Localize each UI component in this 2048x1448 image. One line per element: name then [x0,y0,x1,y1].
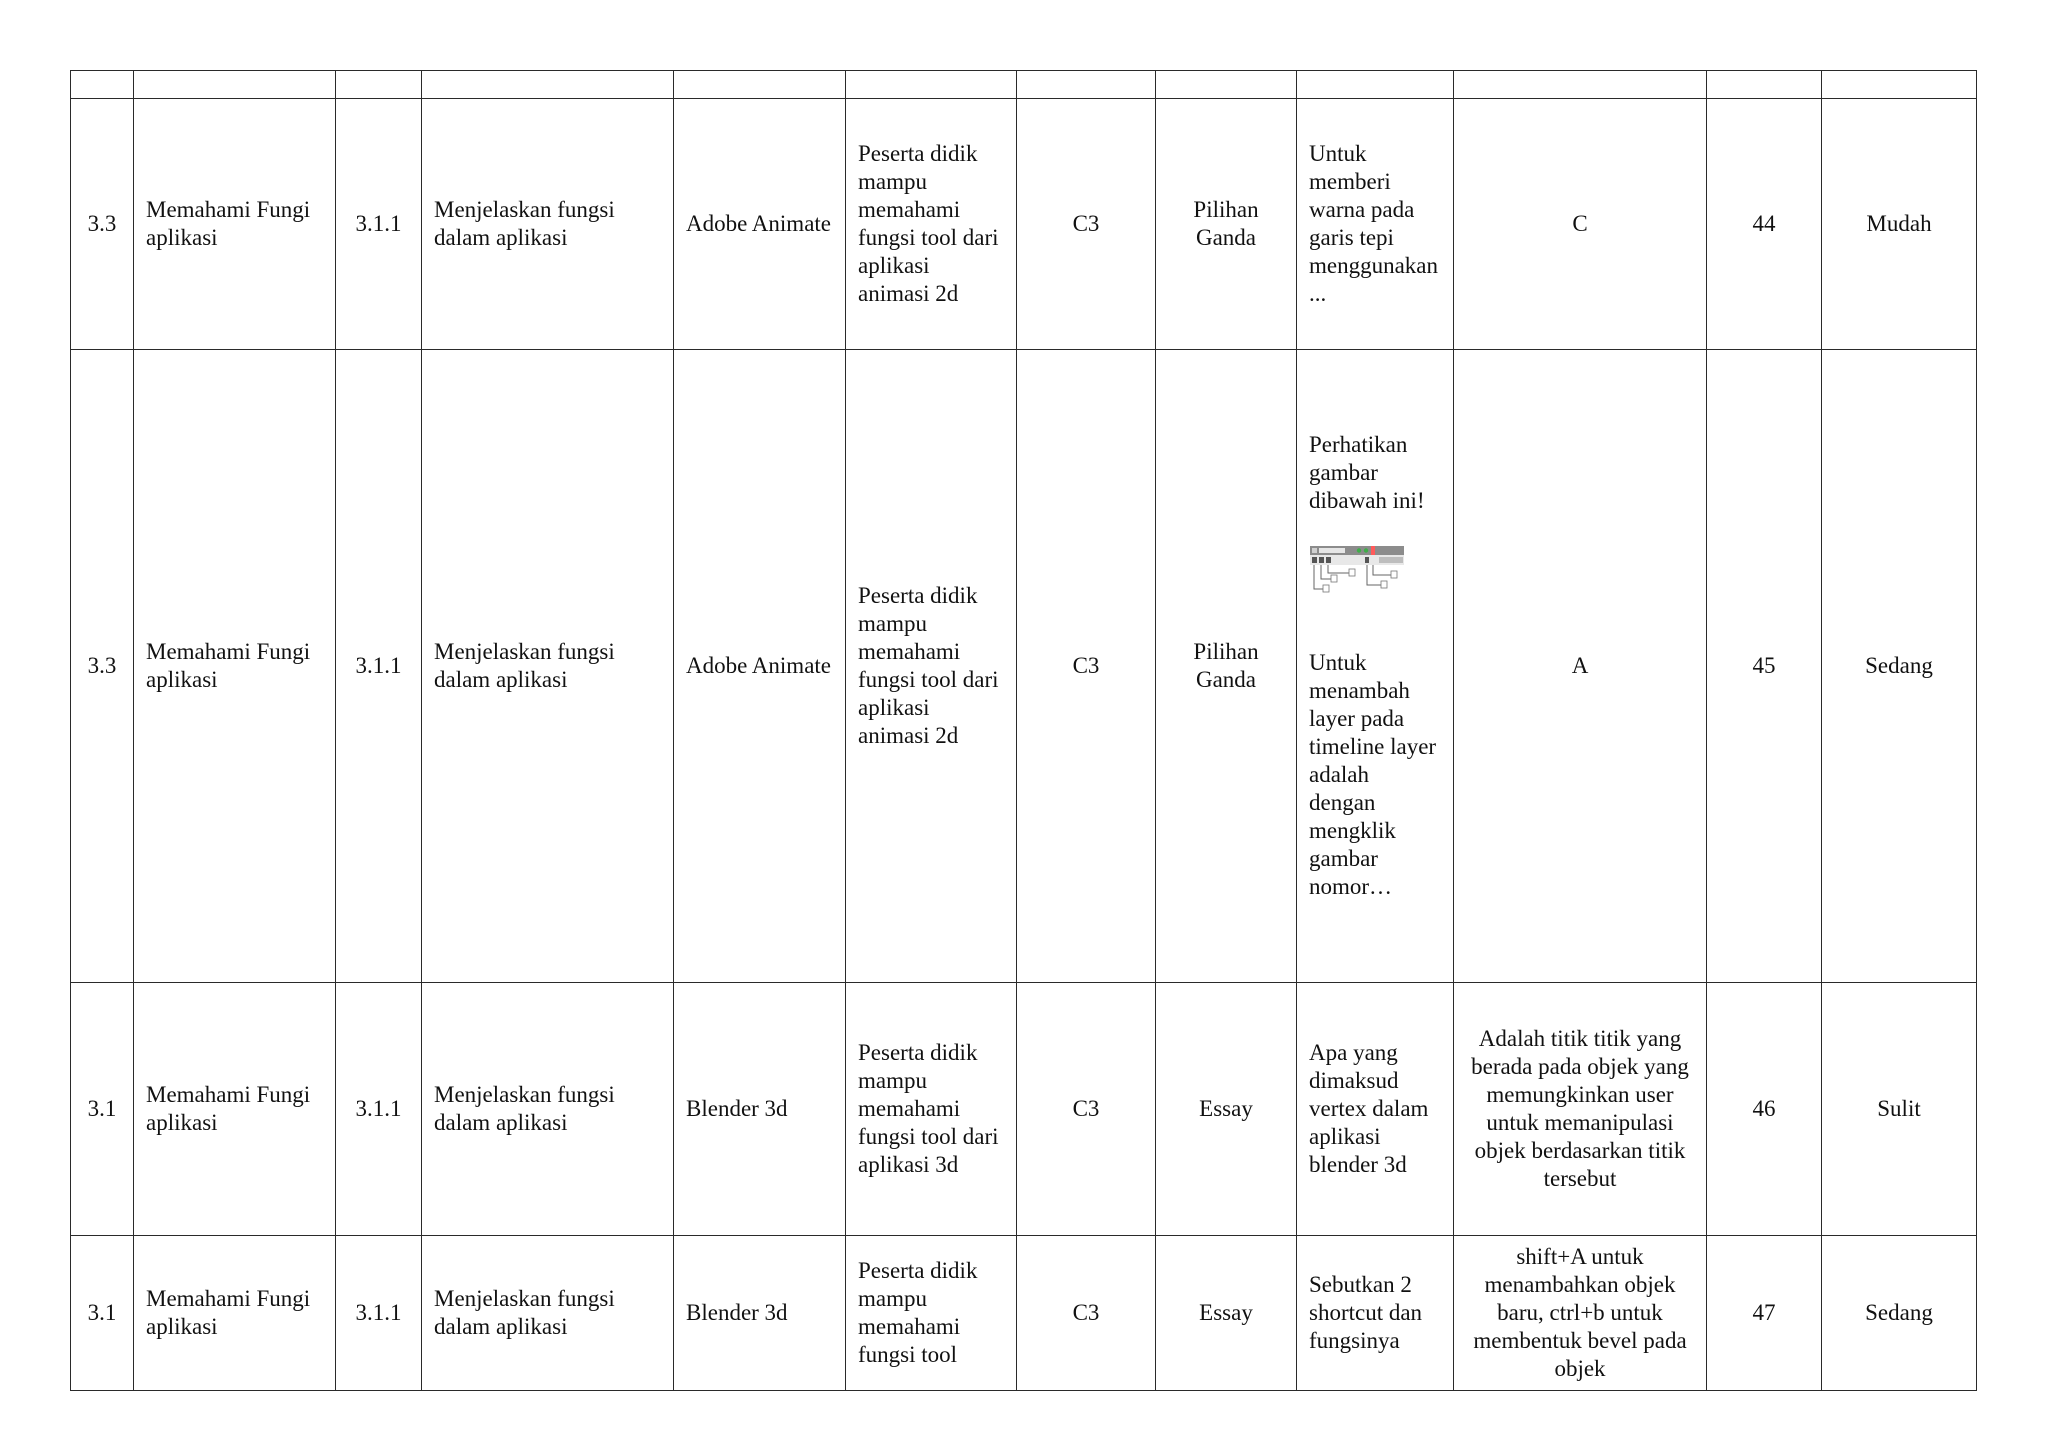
indikator-cell: Menjelaskan fungsi dalam aplikasi [422,1236,674,1391]
indikator-number-cell: 3.1.1 [336,1236,422,1391]
header-cell [1297,71,1454,99]
soal-cell: Untuk memberi warna pada garis tepi menggunakan ... [1297,99,1454,350]
table-row [71,1236,1977,1391]
header-cell [422,71,674,99]
nomor-soal-cell: 44 [1707,99,1822,350]
nomor-soal-cell: 47 [1707,1236,1822,1391]
indikator-number-cell: 3.1.1 [336,350,422,983]
materi-cell: Memahami Fungi aplikasi [134,983,336,1236]
materi-cell: Memahami Fungi aplikasi [134,350,336,983]
header-cell [846,71,1017,99]
kunci-jawaban-cell: C [1454,99,1707,350]
aplikasi-cell: Adobe Animate [674,350,846,983]
bentuk-soal-cell: Essay [1156,983,1297,1236]
tingkat-kesukaran-cell: Mudah [1822,99,1977,350]
tingkat-kesukaran-cell: Sedang [1822,350,1977,983]
nomor-soal-cell: 45 [1707,350,1822,983]
kd-cell: 3.3 [71,99,134,350]
timeline-layer-screenshot-icon [1309,545,1405,609]
soal-question: Untuk menambah layer pada timeline layer adalah dengan mengklik gambar nomor… [1309,650,1437,899]
kisi-kisi-table [70,70,1977,1391]
kunci-jawaban-cell: A [1454,350,1707,983]
soal-cell: Sebutkan 2 shortcut dan fungsinya [1297,1236,1454,1391]
indikator-cell: Menjelaskan fungsi dalam aplikasi [422,99,674,350]
kd-cell: 3.3 [71,350,134,983]
soal-cell [1297,350,1454,983]
tujuan-cell: Peserta didik mampu memahami fungsi tool dari aplikasi animasi 2d [846,99,1017,350]
kunci-jawaban-cell: shift+A untuk menambahkan objek baru, ctrl+b untuk membentuk bevel pada objek [1454,1236,1707,1391]
bentuk-soal-cell: Essay [1156,1236,1297,1391]
header-cell [1822,71,1977,99]
kd-cell: 3.1 [71,1236,134,1391]
bentuk-soal-cell: Pilihan Ganda [1156,99,1297,350]
table-row [71,983,1977,1236]
aplikasi-cell: Blender 3d [674,983,846,1236]
level-cell: C3 [1017,983,1156,1236]
header-cell [1156,71,1297,99]
bentuk-soal-cell: Pilihan Ganda [1156,350,1297,983]
kunci-jawaban-cell: Adalah titik titik yang berada pada objek yang memungkinkan user untuk memanipulasi objek berdasarkan titik tersebut [1454,983,1707,1236]
tujuan-cell: Peserta didik mampu memahami fungsi tool [846,1236,1017,1391]
level-cell: C3 [1017,1236,1156,1391]
table-row [71,99,1977,350]
indikator-number-cell: 3.1.1 [336,99,422,350]
soal-intro: Perhatikan gambar dibawah ini! [1309,432,1425,513]
nomor-soal-cell: 46 [1707,983,1822,1236]
table-header-row [71,71,1977,99]
table-row [71,350,1977,983]
header-cell [71,71,134,99]
indikator-cell: Menjelaskan fungsi dalam aplikasi [422,350,674,983]
tingkat-kesukaran-cell: Sulit [1822,983,1977,1236]
header-cell [1707,71,1822,99]
kd-cell: 3.1 [71,983,134,1236]
level-cell: C3 [1017,99,1156,350]
header-cell [336,71,422,99]
tingkat-kesukaran-cell: Sedang [1822,1236,1977,1391]
aplikasi-cell: Adobe Animate [674,99,846,350]
header-cell [134,71,336,99]
aplikasi-cell: Blender 3d [674,1236,846,1391]
materi-cell: Memahami Fungi aplikasi [134,99,336,350]
soal-cell: Apa yang dimaksud vertex dalam aplikasi blender 3d [1297,983,1454,1236]
header-cell [1454,71,1707,99]
level-cell: C3 [1017,350,1156,983]
header-cell [1017,71,1156,99]
header-cell [674,71,846,99]
indikator-cell: Menjelaskan fungsi dalam aplikasi [422,983,674,1236]
indikator-number-cell: 3.1.1 [336,983,422,1236]
tujuan-cell: Peserta didik mampu memahami fungsi tool dari aplikasi 3d [846,983,1017,1236]
tujuan-cell: Peserta didik mampu memahami fungsi tool dari aplikasi animasi 2d [846,350,1017,983]
materi-cell: Memahami Fungi aplikasi [134,1236,336,1391]
